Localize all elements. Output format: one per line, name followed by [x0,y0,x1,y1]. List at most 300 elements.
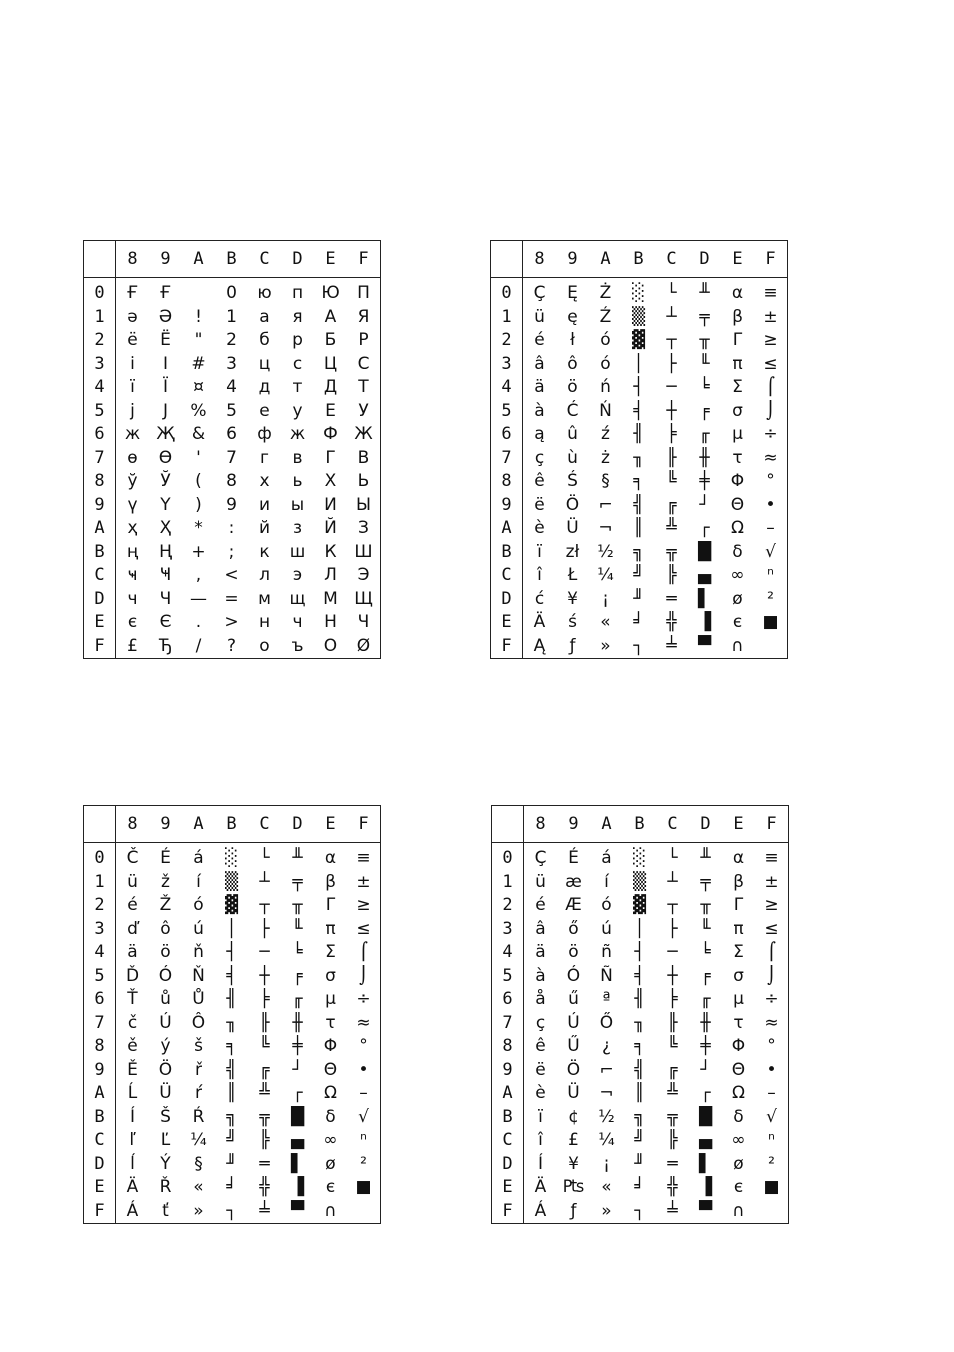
glyph-cell: δ [733,1106,744,1127]
glyph-cell: • [358,1059,369,1080]
glyph-cell: Э [357,565,370,586]
glyph-cell: ń [600,377,611,398]
glyph-cell: м [258,588,271,609]
column-header: B [215,806,248,843]
glyph-cell: é [535,895,546,916]
glyph-cell: й [258,518,271,539]
row-header: 8 [492,1035,524,1059]
glyph-cell: ┘ [699,494,710,515]
column-header: D [688,241,721,278]
glyph-cell: » [193,1200,204,1221]
column-header: C [656,806,689,843]
glyph-cell: ▓ [632,895,647,916]
glyph-cell: ╤ [292,871,303,892]
glyph-cell: < [224,565,239,586]
glyph-cell: ť [162,1200,169,1221]
table-row [84,1153,381,1177]
table-row [492,1153,789,1177]
glyph-cell: ≤ [356,918,371,939]
table-corner [84,241,116,278]
row-header: 7 [492,1012,524,1036]
glyph-cell: ╕ [634,1036,645,1057]
glyph-cell: Ň [192,965,205,986]
glyph-cell: ä [534,377,545,398]
table-row [84,965,381,989]
glyph-cell: £ [568,1130,579,1151]
glyph-cell: Ó [566,965,581,986]
glyph-cell: Т [358,377,369,398]
glyph-cell: î [537,565,542,586]
glyph-cell: δ [325,1106,336,1127]
glyph-cell: ├ [259,918,270,939]
glyph-cell: ╡ [226,965,237,986]
glyph-cell: Ą [533,635,546,656]
glyph-cell: ▌ [697,588,712,609]
glyph-cell: ¡ [603,1153,610,1174]
glyph-cell: Ö [158,1059,173,1080]
glyph-cell: ╞ [667,989,678,1010]
row-header: 6 [491,423,523,447]
glyph-cell: О [323,635,338,656]
glyph-cell: ú [601,918,612,939]
glyph-cell: ¢ [568,1106,579,1127]
glyph-cell: └ [259,848,270,869]
glyph-cell: ╣ [633,494,644,515]
glyph-cell: ą [534,424,545,445]
glyph-cell: – [767,1083,776,1104]
glyph-cell: – [766,518,775,539]
glyph-cell: Ó [158,965,173,986]
glyph-cell: 9 [226,494,237,515]
glyph-cell: ┐ [226,1200,237,1221]
glyph-cell: К [324,541,337,562]
row-header: F [84,635,116,659]
glyph-cell: ┬ [259,895,270,916]
glyph-cell: ≤ [763,353,778,374]
glyph-cell: ░ [224,848,239,869]
glyph-cell: Ђ [158,635,173,656]
glyph-cell: ╤ [699,306,710,327]
glyph-cell: à [534,400,545,421]
glyph-cell: ó [600,353,611,374]
glyph-cell: ╥ [700,895,711,916]
glyph-cell: ╖ [634,1012,645,1033]
row-header: 4 [84,376,116,400]
glyph-cell: è [535,1083,546,1104]
table-row [491,541,788,565]
table-row [492,918,789,942]
glyph-cell: ▌ [290,1153,305,1174]
glyph-cell: Š [160,1106,171,1127]
glyph-cell: ä [127,942,138,963]
glyph-cell: τ [732,447,743,468]
table-row [491,400,788,424]
row-header: B [491,541,523,565]
row-header: 2 [84,894,116,918]
column-header: E [721,241,754,278]
column-header: 9 [149,241,182,278]
glyph-cell: М [323,588,338,609]
glyph-cell: ú [193,918,204,939]
glyph-cell: ╥ [699,330,710,351]
glyph-cell: ę [567,306,578,327]
column-header: 9 [557,806,590,843]
glyph-cell: ' [196,447,201,468]
glyph-cell: ө [127,447,138,468]
glyph-cell: і [130,353,135,374]
glyph-cell: ł [570,330,575,351]
table-row [84,400,381,424]
column-header: F [347,241,381,278]
glyph-cell: р [292,330,303,351]
glyph-cell: ö [567,377,578,398]
glyph-cell [182,278,215,306]
table-row [84,1106,381,1130]
glyph-cell: Φ [731,1036,746,1057]
glyph-cell: ╦ [667,1106,678,1127]
column-header: A [590,806,623,843]
glyph-cell: ê [535,1036,546,1057]
glyph-cell: ─ [666,377,677,398]
table-row [491,517,788,541]
glyph-cell: ╜ [226,1153,237,1174]
glyph-cell: é [534,330,545,351]
glyph-cell: ╝ [634,1130,645,1151]
row-header: 8 [84,470,116,494]
table-row [491,329,788,353]
column-header: E [314,806,347,843]
glyph-cell: Й [324,518,337,539]
row-header: 8 [84,1035,116,1059]
glyph-cell: ╜ [633,588,644,609]
glyph-cell: д [258,377,271,398]
glyph-cell: ü [535,871,546,892]
row-header: F [491,635,523,659]
glyph-cell: ¥ [567,588,578,609]
table-row [492,1176,789,1200]
glyph-cell: ± [764,871,779,892]
glyph-cell: 1 [226,306,237,327]
glyph-cell: ≥ [763,330,778,351]
glyph-cell: æ [565,871,582,892]
table-row [492,1082,789,1106]
glyph-cell: Ń [599,400,612,421]
glyph-cell: ╪ [699,471,710,492]
row-header: A [84,517,116,541]
glyph-cell: ± [356,871,371,892]
glyph-cell: β [325,871,336,892]
table-row [84,611,381,635]
glyph-cell: г [260,447,269,468]
glyph-cell: ¼ [190,1130,207,1151]
glyph-cell: ≤ [764,918,779,939]
glyph-cell: ю [257,283,272,304]
glyph-cell: ő [568,918,579,939]
column-header: C [248,806,281,843]
glyph-cell: Х [324,471,337,492]
glyph-cell: ┬ [667,895,678,916]
glyph-cell: Ő [599,1012,614,1033]
glyph-cell: √ [358,1106,369,1127]
column-header: 8 [524,806,558,843]
table-row [84,1129,381,1153]
glyph-cell: ╧ [259,1200,270,1221]
glyph-cell: ∩ [732,1200,745,1221]
glyph-cell: 4 [226,377,237,398]
glyph-cell: â [535,918,546,939]
glyph-cell: к [259,541,270,562]
glyph-cell: ╕ [633,471,644,492]
glyph-cell: Ů [192,989,205,1010]
glyph-cell: ╥ [292,895,303,916]
glyph-cell: э [292,565,303,586]
glyph-cell: ö [568,942,579,963]
glyph-cell: ê [534,471,545,492]
row-header: 3 [84,918,116,942]
row-header: 3 [492,918,524,942]
glyph-cell: è [534,518,545,539]
glyph-cell: ┼ [667,965,678,986]
glyph-cell: ▀ [290,1200,305,1221]
glyph-cell: ¼ [597,565,614,586]
glyph-cell: Á [126,1200,139,1221]
glyph-cell: ╚ [259,1036,270,1057]
row-header: F [84,1200,116,1224]
glyph-cell: « [193,1177,204,1198]
glyph-cell: § [194,1153,203,1174]
glyph-cell: Ř [159,1177,172,1198]
glyph-cell: ┬ [666,330,677,351]
row-header: 5 [84,965,116,989]
glyph-cell: Ь [357,471,370,492]
glyph-cell: Í [537,1153,543,1174]
table-row [492,1129,789,1153]
row-header: 1 [84,871,116,895]
glyph-cell: ÷ [356,989,371,1010]
row-header: C [492,1129,524,1153]
glyph-cell: Á [534,1200,547,1221]
glyph-cell: ř [195,1059,202,1080]
glyph-cell: ╜ [634,1153,645,1174]
glyph-cell: Ô [191,1012,206,1033]
row-header: D [84,1153,116,1177]
glyph-cell: ÷ [764,989,779,1010]
table-row [492,1200,789,1224]
glyph-cell: µ [325,989,336,1010]
glyph-cell: Ě [127,1059,138,1080]
glyph-cell: я [292,306,303,327]
glyph-cell: £ [127,635,138,656]
glyph-cell: ⁿ [768,1130,775,1151]
glyph-cell: ⌠ [767,942,776,963]
glyph-cell: « [600,612,611,633]
row-header: 6 [492,988,524,1012]
row-header: D [84,588,116,612]
glyph-cell: ƒ [569,635,576,656]
glyph-cell: ъ [291,635,304,656]
glyph-cell: í [604,871,609,892]
glyph-cell: Ц [323,353,338,374]
glyph-cell: Щ [354,588,373,609]
glyph-cell: ö [160,942,171,963]
glyph-cell: Я [357,306,370,327]
glyph-cell: ╘ [292,942,303,963]
glyph-cell: Ď [125,965,140,986]
glyph-cell: ż [601,447,610,468]
glyph-cell: ⌐ [599,1059,614,1080]
row-header: 9 [491,494,523,518]
glyph-cell: ▒ [632,871,647,892]
row-header: 7 [491,447,523,471]
glyph-cell: Ў [160,471,171,492]
glyph-cell: ╢ [634,989,645,1010]
row-header: 1 [492,871,524,895]
glyph-cell: Ľ [160,1130,171,1151]
glyph-cell: π [732,353,743,374]
glyph-cell: ⌡ [359,965,368,986]
glyph-cell: « [601,1177,612,1198]
glyph-cell: щ [289,588,306,609]
glyph-cell: ■ [355,1177,372,1198]
glyph-cell: ; [228,541,235,562]
glyph-cell: ▓ [631,330,646,351]
glyph-cell: & [191,424,206,445]
glyph-cell: Ç [534,848,547,869]
glyph-cell [755,1200,789,1224]
table-corner [84,806,116,843]
glyph-cell: ┌ [292,1083,303,1104]
row-header: 0 [84,278,116,306]
glyph-cell: Ж [354,424,373,445]
table-row [84,278,381,306]
glyph-cell: Ω [731,518,744,539]
glyph-cell: ║ [633,518,644,539]
table-row [84,1082,381,1106]
glyph-cell: ┌ [700,1083,711,1104]
glyph-cell: σ [732,400,743,421]
glyph-cell: ╛ [634,1177,645,1198]
glyph-cell: п [291,283,304,304]
glyph-cell: Җ [156,424,175,445]
glyph-cell: ╡ [633,400,644,421]
column-header: 9 [556,241,589,278]
glyph-cell: у [292,400,303,421]
glyph-cell: " [194,330,203,351]
glyph-cell: ô [160,918,171,939]
glyph-cell: √ [765,541,776,562]
row-header: 5 [84,400,116,424]
table-row [491,564,788,588]
table-row [84,1035,381,1059]
glyph-cell: ╙ [699,353,710,374]
glyph-cell: ░ [632,848,647,869]
row-header: 1 [491,306,523,330]
glyph-cell: Ñ [600,965,613,986]
glyph-cell: Н [324,612,337,633]
glyph-cell: ∩ [731,635,744,656]
table-row [84,423,381,447]
glyph-cell [347,1200,381,1224]
glyph-cell: ╟ [666,447,677,468]
row-header: E [84,611,116,635]
table-row [492,1012,789,1036]
glyph-cell: ▀ [697,635,712,656]
glyph-cell: Ғ [159,283,172,304]
glyph-cell: ÷ [763,424,778,445]
glyph-cell: ∞ [323,1130,338,1151]
glyph-cell: µ [732,424,743,445]
table-row [84,470,381,494]
glyph-cell: Ω [732,1083,745,1104]
glyph-cell: Ť [127,989,138,1010]
glyph-cell: ¬ [598,518,613,539]
glyph-cell: ╓ [700,989,711,1010]
row-header: F [492,1200,524,1224]
glyph-cell: µ [733,989,744,1010]
glyph-cell: ₧ [562,1177,585,1198]
glyph-cell: ү [127,494,138,515]
glyph-cell: ║ [634,1083,645,1104]
glyph-cell: Ҹ [159,565,172,586]
column-header: F [347,806,381,843]
glyph-cell: Ü [566,518,579,539]
glyph-cell: І [162,353,168,374]
row-header: B [492,1106,524,1130]
glyph-cell: Ű [567,1036,580,1057]
glyph-cell: ╩ [666,518,677,539]
glyph-cell: з [292,518,303,539]
glyph-cell: ╩ [259,1083,270,1104]
glyph-cell: ? [226,635,237,656]
glyph-cell: ě [127,1036,138,1057]
glyph-cell: ■ [762,612,779,633]
glyph-cell: Θ [323,1059,338,1080]
glyph-cell: ╚ [666,471,677,492]
table-row [491,635,788,659]
glyph-cell: ┼ [259,965,270,986]
glyph-cell: σ [733,965,744,986]
glyph-cell: ╢ [226,989,237,1010]
glyph-cell: П [357,283,370,304]
glyph-cell: Φ [323,1036,338,1057]
glyph-cell: ё [127,330,138,351]
glyph-cell: ¬ [599,1083,614,1104]
glyph-cell: + [191,541,206,562]
row-header: 1 [84,306,116,330]
glyph-cell: » [600,635,611,656]
glyph-cell: √ [766,1106,777,1127]
glyph-cell: ╦ [259,1106,270,1127]
glyph-cell: Ł [567,565,578,586]
glyph-cell: Ü [567,1083,580,1104]
glyph-cell: ¥ [568,1153,579,1174]
glyph-cell: │ [633,353,644,374]
glyph-cell: ⁿ [767,565,774,586]
column-header: E [722,806,755,843]
glyph-cell: α [732,848,745,869]
glyph-cell: α [731,283,744,304]
glyph-cell: Ы [356,494,371,515]
glyph-cell: ─ [259,942,270,963]
glyph-cell: É [568,848,579,869]
glyph-cell: ├ [667,918,678,939]
glyph-cell: ý [160,1036,171,1057]
table-row [491,588,788,612]
glyph-cell: ≡ [356,848,371,869]
row-header: 5 [492,965,524,989]
glyph-cell: ╬ [667,1177,678,1198]
glyph-cell: Ö [565,494,580,515]
